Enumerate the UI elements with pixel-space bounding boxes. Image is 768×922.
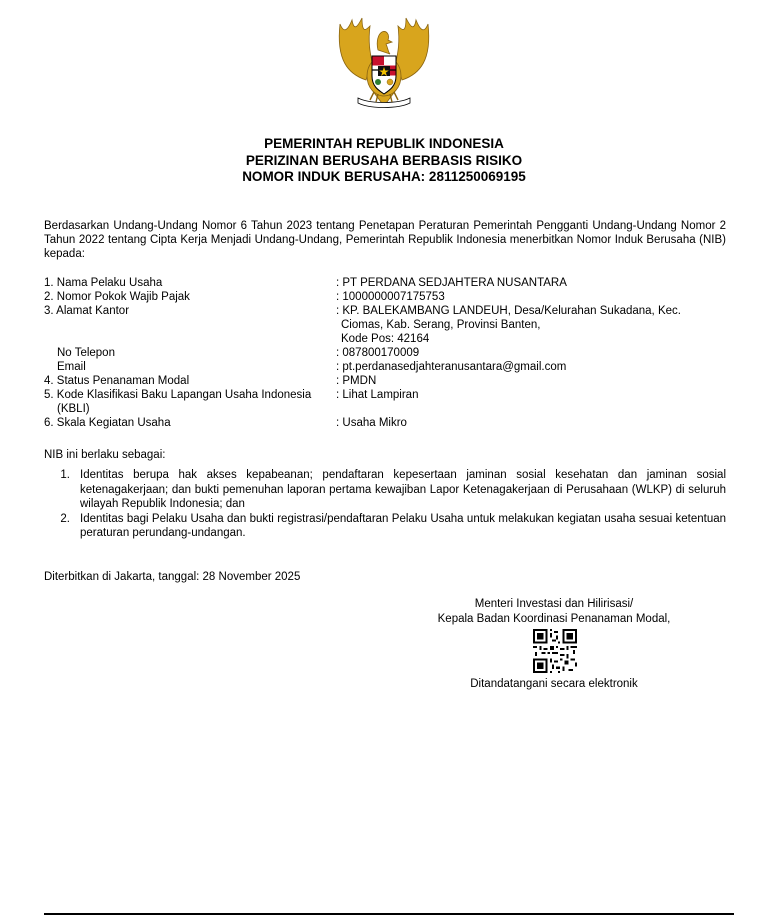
field-label: 2. Nomor Pokok Wajib Pajak bbox=[44, 291, 190, 303]
business-details bbox=[44, 276, 734, 430]
garuda-emblem bbox=[326, 12, 442, 112]
signatory-title bbox=[428, 597, 680, 626]
kbli-label-line: (KBLI) bbox=[57, 403, 90, 415]
field-row-kbli bbox=[44, 388, 734, 416]
list-item-text: Identitas bagi Pelaku Usaha dan bukti registrasi/pendaftaran Pelaku Usaha untuk melakukan kegiatan usaha sesuai ketentuan peraturan perundang-undangan. bbox=[80, 512, 726, 539]
field-row-npwp bbox=[44, 290, 734, 304]
document-title bbox=[0, 136, 768, 186]
title-line-licensing: PERIZINAN BERUSAHA BERBASIS RISIKO bbox=[245, 152, 523, 168]
issued-place-date: Diterbitkan di Jakarta, tanggal: 28 November 2025 bbox=[44, 571, 301, 583]
electronic-signature-note: Ditandatangani secara elektronik bbox=[470, 678, 638, 690]
nib-usage-title: NIB ini berlaku sebagai: bbox=[44, 449, 166, 461]
field-row-email bbox=[44, 360, 734, 374]
field-value: : pt.perdanasedjahteranusantara@gmail.com bbox=[336, 361, 567, 373]
field-row-phone bbox=[44, 346, 734, 360]
address-line: Ciomas, Kab. Serang, Provinsi Banten, bbox=[341, 319, 541, 331]
qr-code-icon bbox=[533, 629, 577, 673]
list-item bbox=[44, 468, 726, 512]
field-label: 4. Status Penanaman Modal bbox=[44, 375, 190, 387]
field-value: : Usaha Mikro bbox=[336, 417, 407, 429]
nib-usage-list bbox=[44, 468, 726, 541]
title-line-nib-number: NOMOR INDUK BERUSAHA: 2811250069195 bbox=[242, 169, 526, 184]
list-item-text: Identitas berupa hak akses kepabeanan; pendaftaran kepesertaan jaminan sosial kesehatan dan jaminan sosial ketenagakerjaan; dan bukti pemenuhan laporan pertama kewajiban Lapor Ketenagakerjaan di Perusahaan (WLKP) di seluruh wilayah Republik Indonesia; dan bbox=[80, 469, 726, 510]
field-value: : 1000000007175753 bbox=[336, 291, 445, 303]
title-line-government: PEMERINTAH REPUBLIK INDONESIA bbox=[264, 136, 504, 151]
bottom-divider bbox=[44, 913, 734, 915]
field-label bbox=[44, 388, 336, 416]
field-label: 6. Skala Kegiatan Usaha bbox=[44, 417, 171, 429]
field-label: 1. Nama Pelaku Usaha bbox=[44, 277, 163, 289]
field-value: : PMDN bbox=[336, 375, 377, 387]
field-row-address bbox=[44, 304, 734, 346]
field-row-name bbox=[44, 276, 734, 290]
field-row-scale bbox=[44, 416, 734, 430]
field-value bbox=[336, 304, 734, 346]
address-line: Kode Pos: 42164 bbox=[341, 333, 430, 345]
field-value: : PT PERDANA SEDJAHTERA NUSANTARA bbox=[336, 277, 567, 289]
signatory-line: Kepala Badan Koordinasi Penanaman Modal, bbox=[437, 612, 671, 625]
address-line: : KP. BALEKAMBANG LANDEUH, Desa/Kelurahan Sukadana, Kec. bbox=[336, 305, 681, 317]
field-label: 3. Alamat Kantor bbox=[44, 305, 130, 317]
field-value: : Lihat Lampiran bbox=[336, 389, 419, 401]
signatory-line: Menteri Investasi dan Hilirisasi/ bbox=[474, 598, 634, 610]
intro-paragraph: Berdasarkan Undang-Undang Nomor 6 Tahun 2023 tentang Penetapan Peraturan Pemerintah Pengganti Undang-Undang Nomor 2 Tahun 2022 tentang Cipta Kerja Menjadi Undang-Undang, Pemerintah Republik Indonesia menerbitkan Nomor Induk Berusaha (NIB) kepada: bbox=[44, 220, 726, 260]
field-value: : 087800170009 bbox=[336, 347, 420, 359]
list-item bbox=[44, 512, 726, 541]
list-item-number: 2. bbox=[60, 512, 70, 525]
field-label: No Telepon bbox=[57, 347, 115, 359]
kbli-label-line: 5. Kode Klasifikasi Baku Lapangan Usaha Indonesia bbox=[44, 389, 312, 401]
field-row-capital bbox=[44, 374, 734, 388]
field-label: Email bbox=[57, 361, 86, 373]
list-item-number: 1. bbox=[60, 469, 70, 481]
